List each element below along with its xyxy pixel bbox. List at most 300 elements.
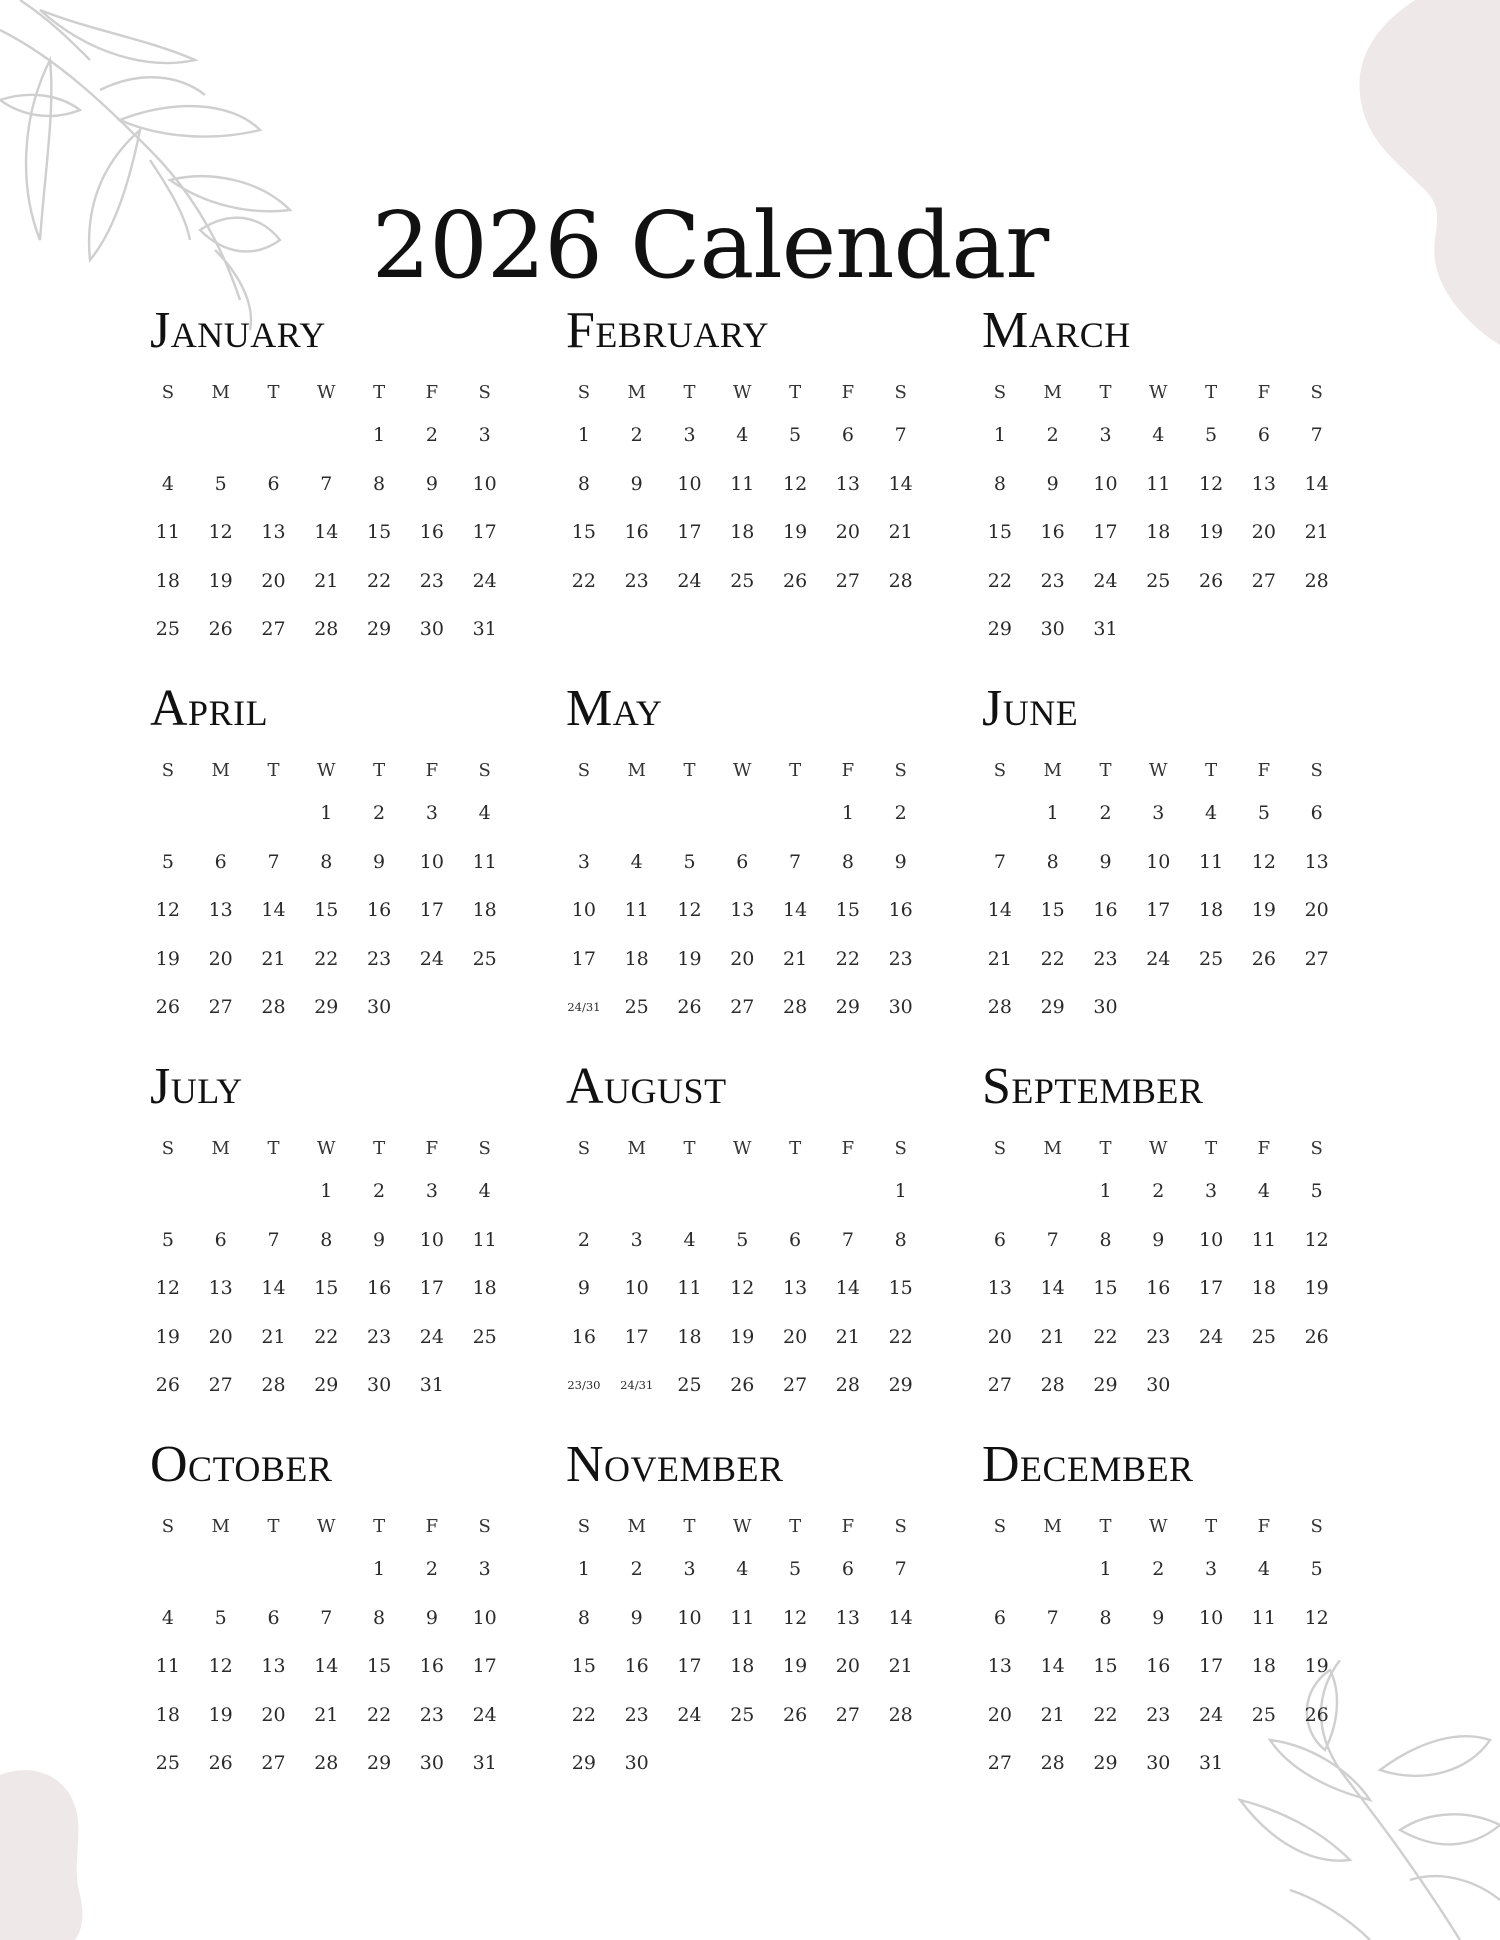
day-cell: 24 bbox=[472, 1703, 497, 1726]
weekday-label: W bbox=[1149, 1515, 1168, 1537]
day-cell: 9 bbox=[1152, 1606, 1165, 1629]
day-cell: 17 bbox=[1093, 521, 1118, 544]
day-cell: 8 bbox=[1046, 850, 1059, 873]
day-cell: 20 bbox=[987, 1703, 1012, 1726]
day-cell: 31 bbox=[419, 1374, 444, 1397]
day-cell: 4 bbox=[161, 1606, 174, 1629]
day-cell: 1 bbox=[1046, 802, 1059, 825]
day-cell: 5 bbox=[736, 1228, 749, 1251]
weekday-label: T bbox=[1099, 759, 1112, 781]
day-cell: 13 bbox=[835, 1606, 860, 1629]
day-cell: 14 bbox=[987, 899, 1012, 922]
day-cell: 22 bbox=[1093, 1703, 1118, 1726]
week-row bbox=[982, 605, 1352, 654]
day-cell: 10 bbox=[1198, 1228, 1224, 1251]
day-cell: 7 bbox=[320, 1606, 333, 1629]
day-cell: 17 bbox=[677, 521, 702, 544]
week-row bbox=[982, 838, 1352, 887]
day-cell: 30 bbox=[366, 996, 392, 1019]
day-cell: 22 bbox=[571, 569, 596, 592]
day-cell: 25 bbox=[1198, 947, 1224, 970]
day-cell: 1 bbox=[993, 424, 1006, 447]
month-may bbox=[566, 680, 936, 1061]
day-cell: 1 bbox=[577, 424, 590, 447]
day-cell: 20 bbox=[835, 521, 860, 544]
day-cell: 11 bbox=[1251, 1606, 1276, 1629]
weekday-label: T bbox=[1205, 759, 1218, 781]
day-cell: 21 bbox=[314, 569, 339, 592]
day-cell: 20 bbox=[1304, 899, 1329, 922]
day-cell: 10 bbox=[677, 1606, 702, 1629]
day-cell: 13 bbox=[987, 1655, 1012, 1678]
day-cell: 14 bbox=[261, 899, 286, 922]
day-cell: 20 bbox=[1251, 521, 1276, 544]
day-cell: 28 bbox=[261, 1374, 286, 1397]
weekday-label: S bbox=[894, 381, 907, 403]
day-cell: 5 bbox=[789, 1558, 802, 1581]
day-cell: 21 bbox=[987, 947, 1012, 970]
day-cell: 20 bbox=[261, 1703, 286, 1726]
day-cell: 14 bbox=[1040, 1655, 1065, 1678]
weekday-label: F bbox=[1257, 1515, 1271, 1537]
weekday-label: S bbox=[993, 381, 1007, 403]
day-cell: 19 bbox=[1304, 1277, 1329, 1300]
day-cell: 1 bbox=[320, 802, 333, 825]
day-cell: 5 bbox=[214, 1606, 227, 1629]
day-cell: 14 bbox=[888, 472, 913, 495]
day-cell: 10 bbox=[677, 472, 702, 495]
day-cell: 12 bbox=[208, 521, 233, 544]
day-cell: 15 bbox=[314, 1277, 339, 1300]
weekday-label: F bbox=[425, 759, 439, 781]
weekday-label: W bbox=[733, 1137, 752, 1159]
week-row bbox=[982, 886, 1352, 935]
day-cell: 23 bbox=[1146, 1703, 1171, 1726]
pink-blob-top-right bbox=[1355, 0, 1500, 360]
weekday-label: W bbox=[733, 381, 752, 403]
month-name: August bbox=[566, 1058, 727, 1115]
week-row bbox=[150, 1545, 520, 1594]
week-row bbox=[150, 1739, 520, 1788]
month-name: November bbox=[566, 1436, 784, 1493]
day-cell: 9 bbox=[577, 1277, 590, 1300]
day-cell: 2 bbox=[630, 424, 643, 447]
weekday-header bbox=[150, 1507, 520, 1545]
day-cell: 10 bbox=[1146, 850, 1171, 873]
month-march bbox=[982, 302, 1352, 683]
day-cell: 30 bbox=[1040, 618, 1065, 641]
week-row bbox=[150, 1361, 520, 1410]
week-row bbox=[150, 1691, 520, 1740]
day-cell: 27 bbox=[835, 1703, 860, 1726]
day-cell: 28 bbox=[782, 996, 808, 1019]
day-cell: 3 bbox=[1205, 1558, 1218, 1581]
week-row bbox=[150, 983, 520, 1032]
day-cell: 12 bbox=[677, 899, 702, 922]
weekday-label: M bbox=[627, 1137, 646, 1159]
weekday-label: S bbox=[993, 759, 1007, 781]
day-cell: 27 bbox=[208, 996, 233, 1019]
day-cell: 18 bbox=[155, 1703, 180, 1726]
day-cell: 10 bbox=[419, 1228, 444, 1251]
day-cell: 27 bbox=[987, 1752, 1012, 1775]
day-cell: 9 bbox=[1099, 850, 1112, 873]
day-cell: 14 bbox=[782, 899, 808, 922]
weekday-label: S bbox=[577, 1515, 591, 1537]
day-cell: 11 bbox=[677, 1277, 702, 1300]
day-cell: 14 bbox=[261, 1277, 286, 1300]
day-cell: 22 bbox=[1093, 1325, 1118, 1348]
week-row bbox=[150, 460, 520, 509]
month-january bbox=[150, 302, 520, 683]
day-cell: 26 bbox=[1198, 569, 1224, 592]
month-name: May bbox=[566, 680, 663, 737]
day-cell: 15 bbox=[1093, 1655, 1118, 1678]
day-cell: 12 bbox=[1251, 850, 1276, 873]
day-cell: 22 bbox=[987, 569, 1012, 592]
day-cell: 11 bbox=[1146, 472, 1171, 495]
weekday-header bbox=[150, 751, 520, 789]
day-cell: 23 bbox=[624, 569, 649, 592]
day-cell: 15 bbox=[888, 1277, 913, 1300]
day-cell: 4 bbox=[736, 1558, 749, 1581]
day-cell: 29 bbox=[366, 618, 392, 641]
weekday-label: S bbox=[577, 381, 591, 403]
weekday-label: T bbox=[789, 1515, 802, 1537]
day-cell: 7 bbox=[894, 424, 907, 447]
month-name: September bbox=[982, 1058, 1204, 1115]
day-cell: 24 bbox=[1198, 1703, 1224, 1726]
week-row bbox=[982, 1594, 1352, 1643]
day-cell: 27 bbox=[835, 569, 860, 592]
day-cell: 24 bbox=[419, 947, 444, 970]
day-cell: 6 bbox=[267, 1606, 280, 1629]
weekday-label: F bbox=[841, 1137, 855, 1159]
day-cell: 8 bbox=[577, 1606, 590, 1629]
day-cell: 17 bbox=[472, 521, 497, 544]
weekday-label: T bbox=[1099, 1515, 1112, 1537]
week-row bbox=[982, 1264, 1352, 1313]
day-cell: 25 bbox=[730, 569, 755, 592]
week-row bbox=[150, 789, 520, 838]
weekday-label: S bbox=[1310, 759, 1323, 781]
day-cell: 10 bbox=[419, 850, 444, 873]
day-cell: 26 bbox=[1251, 947, 1276, 970]
month-july bbox=[150, 1058, 520, 1439]
week-row bbox=[566, 1642, 936, 1691]
day-cell: 18 bbox=[1251, 1277, 1276, 1300]
day-cell: 26 bbox=[208, 618, 233, 641]
day-cell: 6 bbox=[993, 1228, 1006, 1251]
week-row bbox=[982, 411, 1352, 460]
weekday-label: T bbox=[1205, 381, 1218, 403]
weekday-label: S bbox=[1310, 381, 1323, 403]
day-cell: 25 bbox=[1251, 1325, 1276, 1348]
day-cell: 19 bbox=[1198, 521, 1224, 544]
weekday-label: W bbox=[317, 1515, 336, 1537]
day-cell: 11 bbox=[155, 521, 180, 544]
day-cell: 29 bbox=[314, 1374, 339, 1397]
day-cell: 18 bbox=[730, 1655, 755, 1678]
day-cell: 7 bbox=[267, 1228, 280, 1251]
day-cell: 1 bbox=[894, 1180, 907, 1203]
day-cell: 23/30 bbox=[567, 1378, 601, 1393]
day-cell: 2 bbox=[630, 1558, 643, 1581]
day-cell: 29 bbox=[888, 1374, 913, 1397]
day-cell: 7 bbox=[993, 850, 1006, 873]
weekday-label: T bbox=[373, 381, 386, 403]
day-cell: 25 bbox=[472, 947, 497, 970]
weekday-label: T bbox=[1205, 1515, 1218, 1537]
day-cell: 16 bbox=[624, 521, 649, 544]
day-cell: 4 bbox=[1257, 1180, 1270, 1203]
day-cell: 8 bbox=[373, 472, 386, 495]
month-name: April bbox=[150, 680, 269, 737]
day-cell: 25 bbox=[472, 1325, 497, 1348]
day-cell: 30 bbox=[624, 1752, 649, 1775]
day-cell: 26 bbox=[782, 1703, 808, 1726]
day-cell: 3 bbox=[425, 1180, 438, 1203]
day-cell: 3 bbox=[1099, 424, 1112, 447]
day-cell: 12 bbox=[730, 1277, 755, 1300]
day-cell: 15 bbox=[314, 899, 339, 922]
day-cell: 1 bbox=[373, 1558, 386, 1581]
weekday-label: T bbox=[683, 381, 696, 403]
week-row bbox=[150, 1594, 520, 1643]
day-cell: 25 bbox=[624, 996, 649, 1019]
day-cell: 7 bbox=[789, 850, 802, 873]
weekday-label: T bbox=[1099, 1137, 1112, 1159]
day-cell: 18 bbox=[624, 947, 649, 970]
day-cell: 18 bbox=[472, 1277, 497, 1300]
day-cell: 17 bbox=[419, 899, 444, 922]
day-cell: 20 bbox=[782, 1325, 808, 1348]
weekday-label: T bbox=[789, 1137, 802, 1159]
day-cell: 31 bbox=[1093, 618, 1118, 641]
day-cell: 6 bbox=[214, 1228, 227, 1251]
day-cell: 31 bbox=[1198, 1752, 1224, 1775]
weekday-label: M bbox=[627, 381, 646, 403]
weekday-label: F bbox=[1257, 759, 1271, 781]
day-cell: 29 bbox=[314, 996, 339, 1019]
day-cell: 3 bbox=[1205, 1180, 1218, 1203]
day-cell: 25 bbox=[677, 1374, 702, 1397]
day-cell: 24 bbox=[1146, 947, 1171, 970]
weekday-label: F bbox=[841, 381, 855, 403]
day-cell: 28 bbox=[1040, 1374, 1065, 1397]
weekday-label: T bbox=[373, 759, 386, 781]
day-cell: 23 bbox=[1040, 569, 1065, 592]
day-cell: 9 bbox=[630, 1606, 643, 1629]
day-cell: 13 bbox=[835, 472, 860, 495]
day-cell: 14 bbox=[314, 1655, 339, 1678]
day-cell: 6 bbox=[841, 1558, 854, 1581]
day-cell: 23 bbox=[888, 947, 913, 970]
day-cell: 13 bbox=[730, 899, 755, 922]
week-row bbox=[566, 1361, 936, 1410]
day-cell: 9 bbox=[425, 1606, 438, 1629]
week-row bbox=[982, 935, 1352, 984]
day-cell: 31 bbox=[472, 1752, 497, 1775]
weekday-label: F bbox=[841, 1515, 855, 1537]
weekday-label: T bbox=[1205, 1137, 1218, 1159]
weekday-label: S bbox=[1310, 1515, 1323, 1537]
day-cell: 19 bbox=[730, 1325, 755, 1348]
week-row bbox=[566, 935, 936, 984]
day-cell: 30 bbox=[366, 1374, 392, 1397]
day-cell: 9 bbox=[373, 850, 386, 873]
weekday-label: W bbox=[317, 381, 336, 403]
week-row bbox=[566, 789, 936, 838]
day-cell: 28 bbox=[987, 996, 1012, 1019]
day-cell: 13 bbox=[782, 1277, 808, 1300]
day-cell: 21 bbox=[888, 1655, 913, 1678]
day-cell: 7 bbox=[841, 1228, 854, 1251]
day-cell: 21 bbox=[261, 1325, 286, 1348]
weekday-header bbox=[566, 1507, 936, 1545]
day-cell: 14 bbox=[314, 521, 339, 544]
day-cell: 11 bbox=[1198, 850, 1224, 873]
week-row bbox=[566, 1739, 936, 1788]
day-cell: 27 bbox=[1304, 947, 1329, 970]
weekday-header bbox=[982, 1129, 1352, 1167]
day-cell: 2 bbox=[577, 1228, 590, 1251]
day-cell: 12 bbox=[155, 899, 180, 922]
day-cell: 26 bbox=[782, 569, 808, 592]
day-cell: 14 bbox=[1040, 1277, 1065, 1300]
day-cell: 16 bbox=[1040, 521, 1065, 544]
weekday-header bbox=[150, 373, 520, 411]
day-cell: 24 bbox=[419, 1325, 444, 1348]
week-row bbox=[982, 460, 1352, 509]
weekday-label: T bbox=[789, 381, 802, 403]
day-cell: 3 bbox=[478, 1558, 491, 1581]
day-cell: 19 bbox=[1304, 1655, 1329, 1678]
day-cell: 2 bbox=[894, 802, 907, 825]
day-cell: 21 bbox=[314, 1703, 339, 1726]
month-name: January bbox=[150, 302, 326, 359]
week-row bbox=[982, 508, 1352, 557]
day-cell: 15 bbox=[987, 521, 1012, 544]
day-cell: 29 bbox=[1040, 996, 1065, 1019]
month-name: December bbox=[982, 1436, 1194, 1493]
week-row bbox=[566, 1216, 936, 1265]
day-cell: 12 bbox=[208, 1655, 233, 1678]
day-cell: 18 bbox=[472, 899, 497, 922]
day-cell: 5 bbox=[1205, 424, 1218, 447]
day-cell: 17 bbox=[472, 1655, 497, 1678]
weekday-header bbox=[150, 1129, 520, 1167]
weekday-label: S bbox=[161, 1515, 175, 1537]
day-cell: 10 bbox=[472, 472, 497, 495]
day-cell: 24/31 bbox=[567, 1000, 601, 1015]
week-row bbox=[566, 1264, 936, 1313]
month-name: March bbox=[982, 302, 1131, 359]
day-cell: 26 bbox=[1304, 1325, 1329, 1348]
day-cell: 1 bbox=[373, 424, 386, 447]
weekday-label: F bbox=[425, 1137, 439, 1159]
weekday-label: S bbox=[993, 1515, 1007, 1537]
weekday-label: T bbox=[373, 1515, 386, 1537]
day-cell: 16 bbox=[366, 1277, 392, 1300]
weekday-label: T bbox=[267, 759, 280, 781]
weekday-label: S bbox=[577, 1137, 591, 1159]
day-cell: 21 bbox=[1040, 1325, 1065, 1348]
day-cell: 6 bbox=[736, 850, 749, 873]
week-row bbox=[566, 460, 936, 509]
weekday-label: M bbox=[1043, 759, 1062, 781]
day-cell: 23 bbox=[366, 947, 392, 970]
day-cell: 22 bbox=[888, 1325, 913, 1348]
day-cell: 11 bbox=[1251, 1228, 1276, 1251]
day-cell: 22 bbox=[314, 1325, 339, 1348]
weekday-label: T bbox=[267, 1515, 280, 1537]
weekday-header bbox=[566, 373, 936, 411]
weekday-label: M bbox=[1043, 1515, 1062, 1537]
day-cell: 13 bbox=[1304, 850, 1329, 873]
week-row bbox=[150, 886, 520, 935]
day-cell: 4 bbox=[630, 850, 643, 873]
day-cell: 6 bbox=[1310, 802, 1323, 825]
week-row bbox=[150, 508, 520, 557]
day-cell: 8 bbox=[1099, 1606, 1112, 1629]
day-cell: 17 bbox=[1146, 899, 1171, 922]
day-cell: 29 bbox=[366, 1752, 392, 1775]
week-row bbox=[982, 983, 1352, 1032]
weekday-label: F bbox=[425, 381, 439, 403]
day-cell: 30 bbox=[888, 996, 913, 1019]
day-cell: 27 bbox=[261, 1752, 286, 1775]
day-cell: 8 bbox=[320, 1228, 333, 1251]
day-cell: 19 bbox=[155, 947, 180, 970]
day-cell: 10 bbox=[571, 899, 596, 922]
month-november bbox=[566, 1436, 936, 1817]
weekday-label: F bbox=[841, 759, 855, 781]
day-cell: 2 bbox=[1152, 1180, 1165, 1203]
day-cell: 16 bbox=[624, 1655, 649, 1678]
day-cell: 13 bbox=[987, 1277, 1012, 1300]
day-cell: 17 bbox=[1198, 1277, 1224, 1300]
day-cell: 6 bbox=[993, 1606, 1006, 1629]
day-cell: 7 bbox=[1310, 424, 1323, 447]
day-cell: 6 bbox=[841, 424, 854, 447]
day-cell: 23 bbox=[1146, 1325, 1171, 1348]
months-grid bbox=[150, 302, 1352, 1817]
weekday-label: M bbox=[627, 1515, 646, 1537]
day-cell: 25 bbox=[730, 1703, 755, 1726]
weekday-label: S bbox=[1310, 1137, 1323, 1159]
weekday-label: S bbox=[478, 1137, 491, 1159]
day-cell: 4 bbox=[1205, 802, 1218, 825]
day-cell: 21 bbox=[888, 521, 913, 544]
weekday-header bbox=[982, 751, 1352, 789]
week-row bbox=[566, 1167, 936, 1216]
day-cell: 26 bbox=[155, 996, 180, 1019]
weekday-label: S bbox=[161, 759, 175, 781]
day-cell: 8 bbox=[320, 850, 333, 873]
day-cell: 7 bbox=[1046, 1606, 1059, 1629]
weekday-label: F bbox=[1257, 381, 1271, 403]
day-cell: 22 bbox=[366, 569, 392, 592]
week-row bbox=[982, 789, 1352, 838]
day-cell: 22 bbox=[1040, 947, 1065, 970]
day-cell: 12 bbox=[1304, 1228, 1329, 1251]
weekday-label: W bbox=[1149, 1137, 1168, 1159]
week-row bbox=[566, 886, 936, 935]
day-cell: 16 bbox=[1146, 1277, 1171, 1300]
day-cell: 19 bbox=[155, 1325, 180, 1348]
day-cell: 1 bbox=[1099, 1180, 1112, 1203]
